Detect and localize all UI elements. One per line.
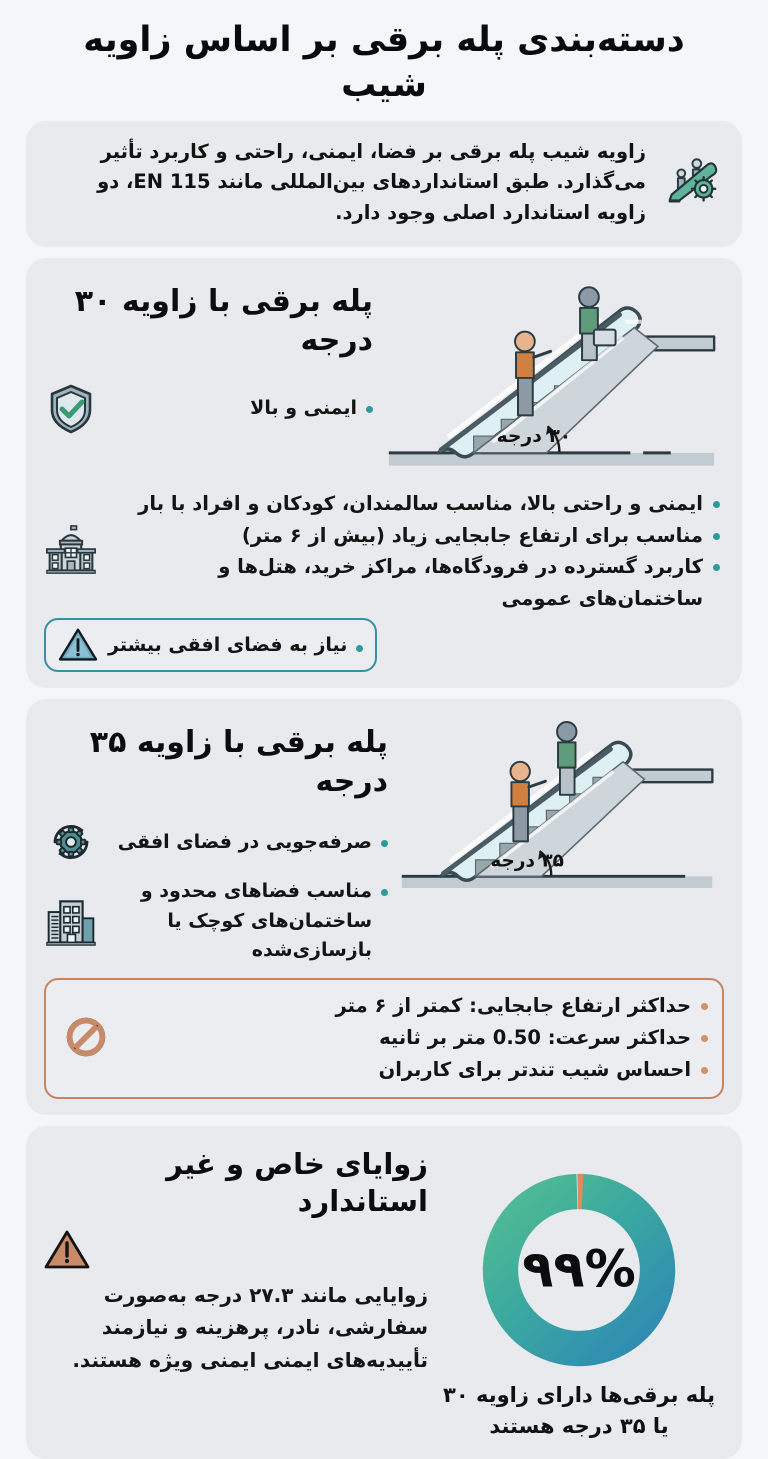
- escalator-gear-icon: [660, 152, 722, 214]
- section-special-heading: زوایای خاص و غیر استاندارد: [166, 1146, 428, 1219]
- angle-label-30: ۳۰ درجه: [496, 425, 572, 447]
- section-35-limits-callout: [44, 978, 724, 1099]
- warning-triangle-icon-teal: [58, 627, 98, 663]
- list-item: مناسب برای ارتفاع جابجایی زیاد (بیش از ۶ متر): [110, 520, 720, 552]
- section-35-heading: پله برقی با زاویه ۳۵ درجه: [89, 725, 388, 800]
- section-30-shield-feature-list: [108, 394, 373, 423]
- escalator-illustration-35: [394, 715, 724, 899]
- angle-label-35: ۳۵ درجه: [490, 850, 564, 872]
- shield-check-icon: [44, 382, 98, 436]
- warning-triangle-icon-orange: [44, 1229, 90, 1271]
- donut-caption: پله برقی‌ها دارای زاویه ۳۰ یا ۳۵ درجه هستند: [443, 1382, 715, 1439]
- donut-center-label: ۹۹%: [522, 1240, 636, 1300]
- section-35-gear-feature-list: [108, 828, 388, 857]
- section-30-heading: پله برقی با زاویه ۳۰ درجه: [74, 283, 373, 358]
- section-35-limits-list: [120, 990, 708, 1087]
- section-30-degrees: [26, 258, 742, 688]
- gear-refresh-icon: [44, 815, 98, 869]
- section-35-degrees: [26, 699, 742, 1114]
- section-35-building-feature-list: [108, 877, 388, 965]
- section-special-paragraph: زوایایی مانند ۲۷.۳ درجه به‌صورت سفارشی، نادر، پرهزینه و نیازمند تأییدیه‌های ایمنی ایمنی ویژه هستند.: [72, 1283, 428, 1372]
- callout-text: نیاز به فضای افقی بیشتر: [108, 634, 363, 656]
- list-item: احساس شیب تندتر برای کاربران: [120, 1054, 708, 1086]
- prohibition-icon: [60, 1013, 110, 1063]
- list-item: مناسب فضاهای محدود و ساختمان‌های کوچک یا بازسازی‌شده: [108, 877, 388, 965]
- page-title: دسته‌بندی پله برقی بر اساس زاویه شیب: [83, 20, 685, 105]
- donut-chart-svg: [471, 1162, 687, 1378]
- section-30-callout: [44, 618, 377, 672]
- list-item: ایمنی و بالا: [108, 394, 373, 423]
- list-item: حداکثر سرعت: 0.50 متر بر ثانیه: [120, 1022, 708, 1054]
- section-30-feature-list: [110, 486, 724, 614]
- section-special-angles: [26, 1126, 742, 1459]
- city-buildings-icon: [44, 894, 98, 948]
- public-building-icon: [44, 523, 98, 577]
- escalator-illustration-30: [379, 274, 724, 476]
- intro-text: زاویه شیب پله برقی بر فضا، ایمنی، راحتی و کاربرد تأثیر می‌گذارد. طبق استانداردهای بین‌المللی مانند EN 115، دو زاویه استاندارد اصلی وجود دارد.: [97, 139, 646, 225]
- list-item: حداکثر ارتفاع جابجایی: کمتر از ۶ متر: [120, 990, 708, 1022]
- list-item: کاربرد گسترده در فرودگاه‌ها، مراکز خرید، هتل‌ها و ساختمان‌های عمومی: [110, 551, 720, 614]
- donut-chart: [434, 1140, 724, 1443]
- intro-card: [26, 121, 742, 247]
- list-item: ایمنی و راحتی بالا، مناسب سالمندان، کودکان و افراد با بار: [110, 488, 720, 520]
- list-item: صرفه‌جویی در فضای افقی: [108, 828, 388, 857]
